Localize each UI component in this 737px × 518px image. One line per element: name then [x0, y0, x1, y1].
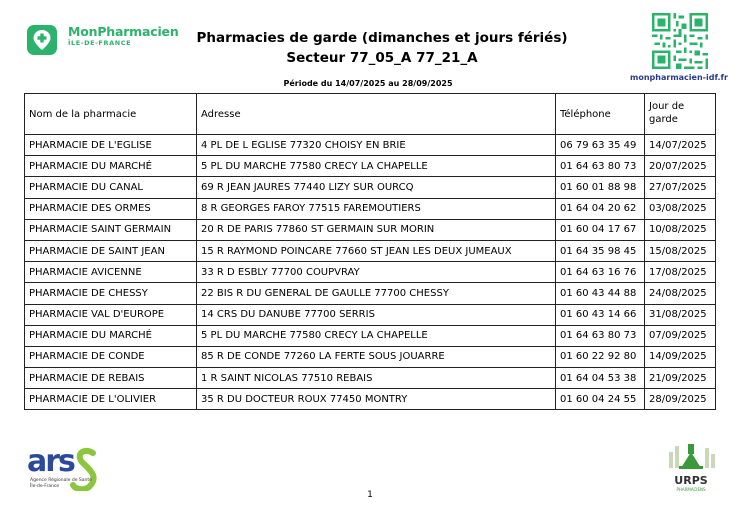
title-line-2: Secteur 77_05_A 77_21_A — [286, 50, 478, 66]
urps-subtitle: PHARMACIENS — [676, 487, 706, 492]
cell-phone: 01 60 01 88 98 — [556, 177, 645, 198]
qr-code-icon — [652, 13, 708, 69]
cell-address: 5 PL DU MARCHE 77580 CRECY LA CHAPELLE — [197, 156, 556, 177]
cell-name: PHARMACIE SAINT GERMAIN — [25, 219, 197, 240]
table-header-row — [25, 94, 716, 135]
cell-day: 17/08/2025 — [645, 262, 716, 283]
table-row — [25, 219, 716, 240]
cell-day: 03/08/2025 — [645, 198, 716, 219]
cell-day: 10/08/2025 — [645, 219, 716, 240]
cell-address: 33 R D ESBLY 77700 COUPVRAY — [197, 262, 556, 283]
table-row — [25, 304, 716, 325]
urps-logo-text: URPS — [674, 474, 708, 487]
cell-name: PHARMACIE DE SAINT JEAN — [25, 240, 197, 261]
cell-name: PHARMACIE DES ORMES — [25, 198, 197, 219]
cell-address: 5 PL DU MARCHE 77580 CRECY LA CHAPELLE — [197, 325, 556, 346]
cell-phone: 06 79 63 35 49 — [556, 135, 645, 156]
cell-phone: 01 64 35 98 45 — [556, 240, 645, 261]
logo-subtitle: ÎLE-DE-FRANCE — [68, 39, 132, 47]
cell-day: 14/07/2025 — [645, 135, 716, 156]
table-row — [25, 368, 716, 389]
table-row — [25, 156, 716, 177]
cell-name: PHARMACIE DU MARCHÉ — [25, 156, 197, 177]
cell-day: 21/09/2025 — [645, 368, 716, 389]
table-body — [25, 135, 716, 410]
logo-title: MonPharmacien — [68, 24, 179, 39]
ars-logo — [27, 443, 107, 491]
table-row — [25, 325, 716, 346]
cell-day: 20/07/2025 — [645, 156, 716, 177]
cell-address: 4 PL DE L EGLISE 77320 CHOISY EN BRIE — [197, 135, 556, 156]
cell-name: PHARMACIE DU CANAL — [25, 177, 197, 198]
cell-address: 22 BIS R DU GENERAL DE GAULLE 77700 CHESSY — [197, 283, 556, 304]
cell-phone: 01 64 63 80 73 — [556, 156, 645, 177]
ars-logo-text: ars — [27, 444, 74, 479]
page-number: 1 — [367, 490, 373, 500]
cell-name: PHARMACIE DE CONDE — [25, 346, 197, 367]
cell-phone: 01 60 43 14 66 — [556, 304, 645, 325]
cell-name: PHARMACIE VAL D'EUROPE — [25, 304, 197, 325]
cell-name: PHARMACIE DU MARCHÉ — [25, 325, 197, 346]
table-row — [25, 135, 716, 156]
cell-phone: 01 64 04 20 62 — [556, 198, 645, 219]
cell-address: 1 R SAINT NICOLAS 77510 REBAIS — [197, 368, 556, 389]
cell-phone: 01 64 04 53 38 — [556, 368, 645, 389]
table-row — [25, 262, 716, 283]
header-name: Nom de la pharmacie — [25, 94, 197, 135]
table-row — [25, 389, 716, 410]
header-day: Jour de garde — [645, 94, 716, 135]
cell-phone: 01 60 04 17 67 — [556, 219, 645, 240]
cell-name: PHARMACIE AVICENNE — [25, 262, 197, 283]
cell-phone: 01 60 04 24 55 — [556, 389, 645, 410]
cell-day: 28/09/2025 — [645, 389, 716, 410]
cell-day: 24/08/2025 — [645, 283, 716, 304]
cell-day: 27/07/2025 — [645, 177, 716, 198]
table-row — [25, 283, 716, 304]
cell-address: 14 CRS DU DANUBE 77700 SERRIS — [197, 304, 556, 325]
cell-name: PHARMACIE DE L'EGLISE — [25, 135, 197, 156]
cell-name: PHARMACIE DE L'OLIVIER — [25, 389, 197, 410]
header-phone: Téléphone — [556, 94, 645, 135]
cell-phone: 01 60 43 44 88 — [556, 283, 645, 304]
urps-logo — [665, 440, 717, 494]
cell-day: 07/09/2025 — [645, 325, 716, 346]
table-row — [25, 240, 716, 261]
pharmacy-table — [24, 93, 716, 410]
cell-address: 8 R GEORGES FAROY 77515 FAREMOUTIERS — [197, 198, 556, 219]
table-row — [25, 346, 716, 367]
cell-address: 20 R DE PARIS 77860 ST GERMAIN SUR MORIN — [197, 219, 556, 240]
period-text: Période du 14/07/2025 au 28/09/2025 — [283, 79, 453, 88]
cell-name: PHARMACIE DE CHESSY — [25, 283, 197, 304]
cell-address: 35 R DU DOCTEUR ROUX 77450 MONTRY — [197, 389, 556, 410]
cell-phone: 01 64 63 16 76 — [556, 262, 645, 283]
cell-phone: 01 64 63 80 73 — [556, 325, 645, 346]
website-caption: monpharmacien-idf.fr — [630, 73, 728, 82]
document-title — [190, 28, 574, 68]
title-line-1: Pharmacies de garde (dimanches et jours fériés) — [196, 30, 568, 46]
cell-day: 14/09/2025 — [645, 346, 716, 367]
cell-name: PHARMACIE DE REBAIS — [25, 368, 197, 389]
pharmacy-pin-icon — [27, 25, 57, 55]
cell-day: 31/08/2025 — [645, 304, 716, 325]
cell-address: 15 R RAYMOND POINCARE 77660 ST JEAN LES DEUX JUMEAUX — [197, 240, 556, 261]
ars-subtitle-1: Agence Régionale de Santé — [30, 478, 92, 483]
cell-day: 15/08/2025 — [645, 240, 716, 261]
cell-address: 85 R DE CONDE 77260 LA FERTE SOUS JOUARRE — [197, 346, 556, 367]
header-address: Adresse — [197, 94, 556, 135]
ars-subtitle-2: Île-de-France — [30, 484, 60, 489]
table-row — [25, 198, 716, 219]
cell-phone: 01 60 22 92 80 — [556, 346, 645, 367]
cell-address: 69 R JEAN JAURES 77440 LIZY SUR OURCQ — [197, 177, 556, 198]
monpharmacien-logo — [27, 25, 179, 55]
table-row — [25, 177, 716, 198]
